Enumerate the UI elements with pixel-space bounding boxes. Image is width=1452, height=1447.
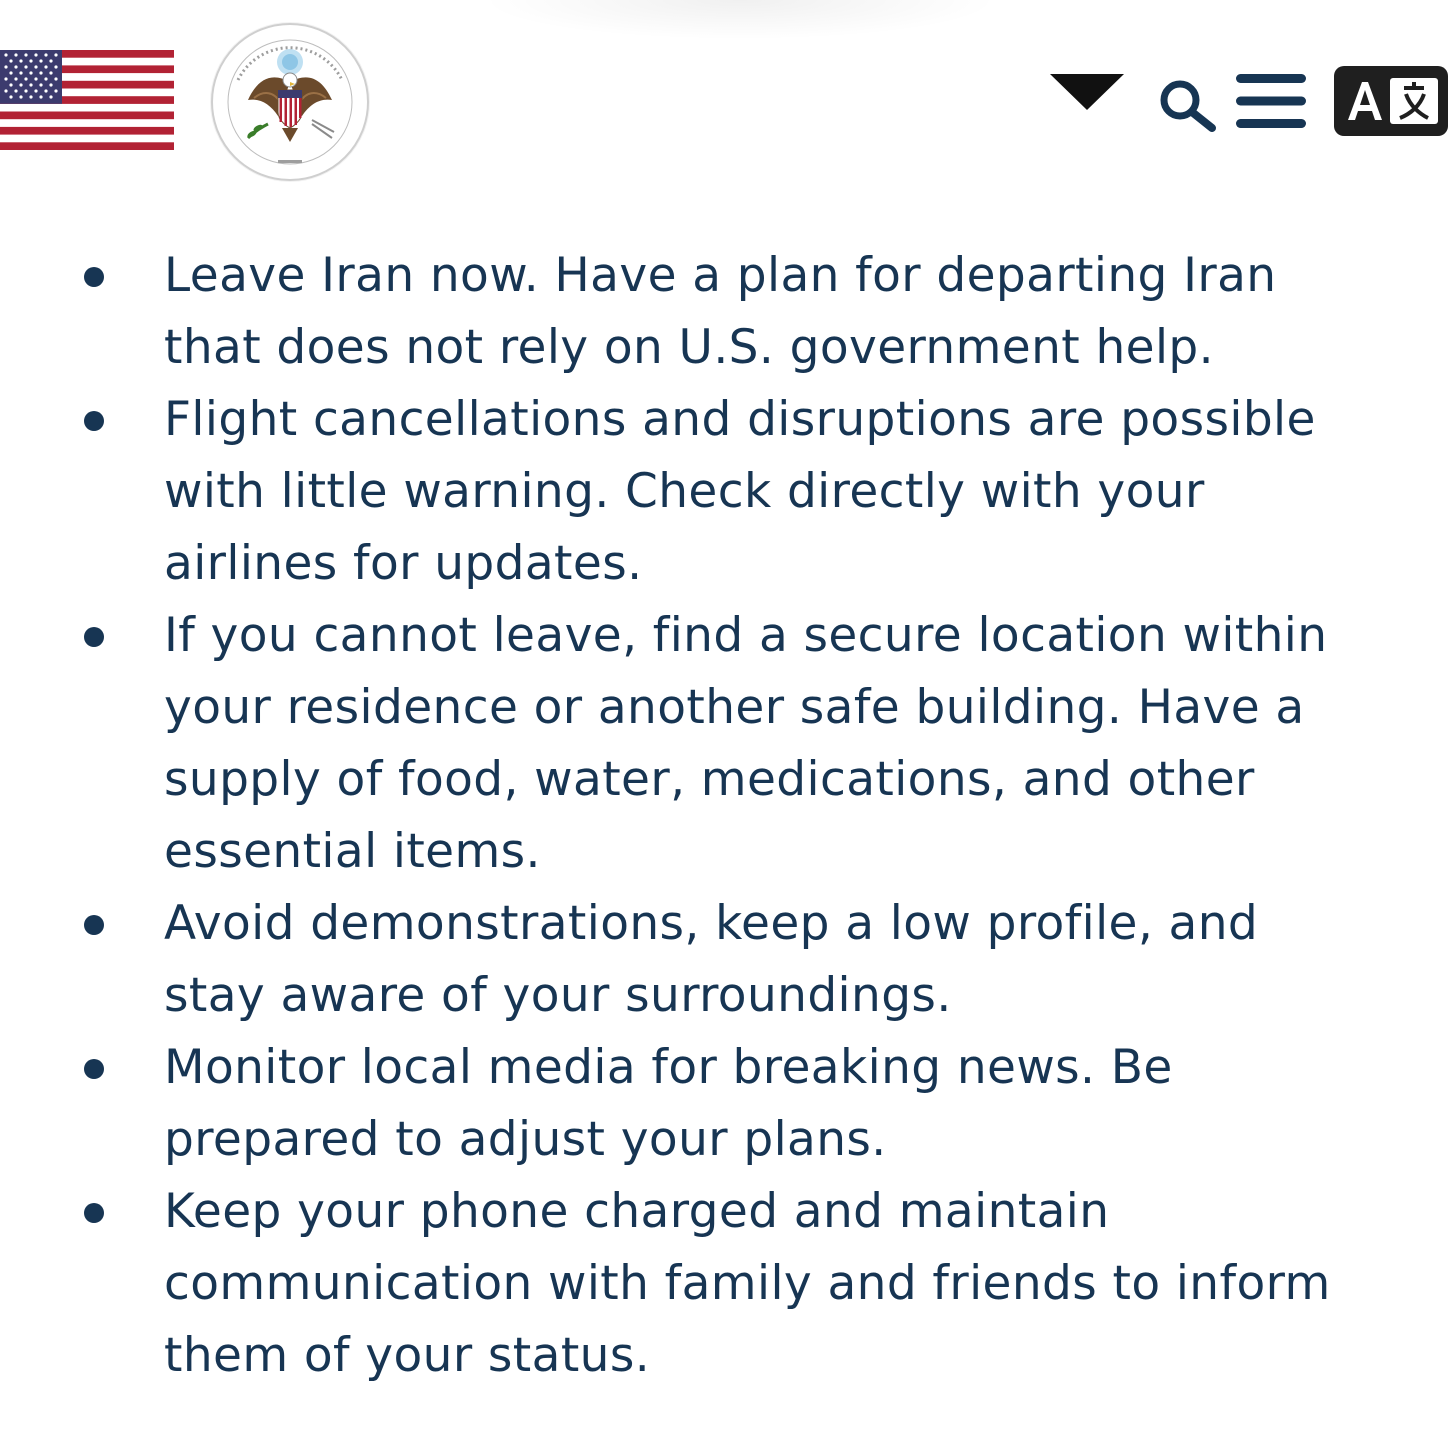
bullet-icon: [84, 627, 104, 647]
header-shadow: [480, 0, 1000, 40]
bullet-icon: [84, 411, 104, 431]
bullet-icon: [84, 915, 104, 935]
bullet-icon: [84, 267, 104, 287]
main-content: [0, 240, 1452, 1392]
list-item: [0, 600, 1334, 888]
advice-text: Leave Iran now. Have a plan for departing Iran that does not rely on U.S. government help.: [164, 248, 1277, 375]
list-item: [0, 1032, 1334, 1176]
safety-advice-list: [0, 240, 1452, 1392]
advice-text: If you cannot leave, find a secure location within your residence or another safe building. Have a supply of food, water, medications, and other essential items.: [164, 608, 1328, 879]
advice-text: Monitor local media for breaking news. Be prepared to adjust your plans.: [164, 1040, 1173, 1167]
advice-text: Avoid demonstrations, keep a low profile, and stay aware of your surroundings.: [164, 896, 1259, 1023]
site-header: [0, 0, 1452, 200]
bullet-icon: [84, 1203, 104, 1223]
search-icon[interactable]: [1156, 76, 1218, 132]
advice-text: Flight cancellations and disruptions are possible with little warning. Check directly with your airlines for updates.: [164, 392, 1316, 591]
translate-button[interactable]: [1334, 66, 1448, 136]
embassy-seal-icon[interactable]: [208, 20, 372, 184]
translate-icon: [1334, 66, 1448, 136]
advice-text: Keep your phone charged and maintain communication with family and friends to inform them of your status.: [164, 1184, 1331, 1383]
list-item: [0, 240, 1334, 384]
chevron-down-icon[interactable]: [1050, 72, 1124, 112]
list-item: [0, 384, 1334, 600]
list-item: [0, 888, 1334, 1032]
us-flag-icon[interactable]: [0, 50, 174, 150]
list-item: [0, 1176, 1334, 1392]
menu-icon[interactable]: [1234, 72, 1308, 130]
bullet-icon: [84, 1059, 104, 1079]
